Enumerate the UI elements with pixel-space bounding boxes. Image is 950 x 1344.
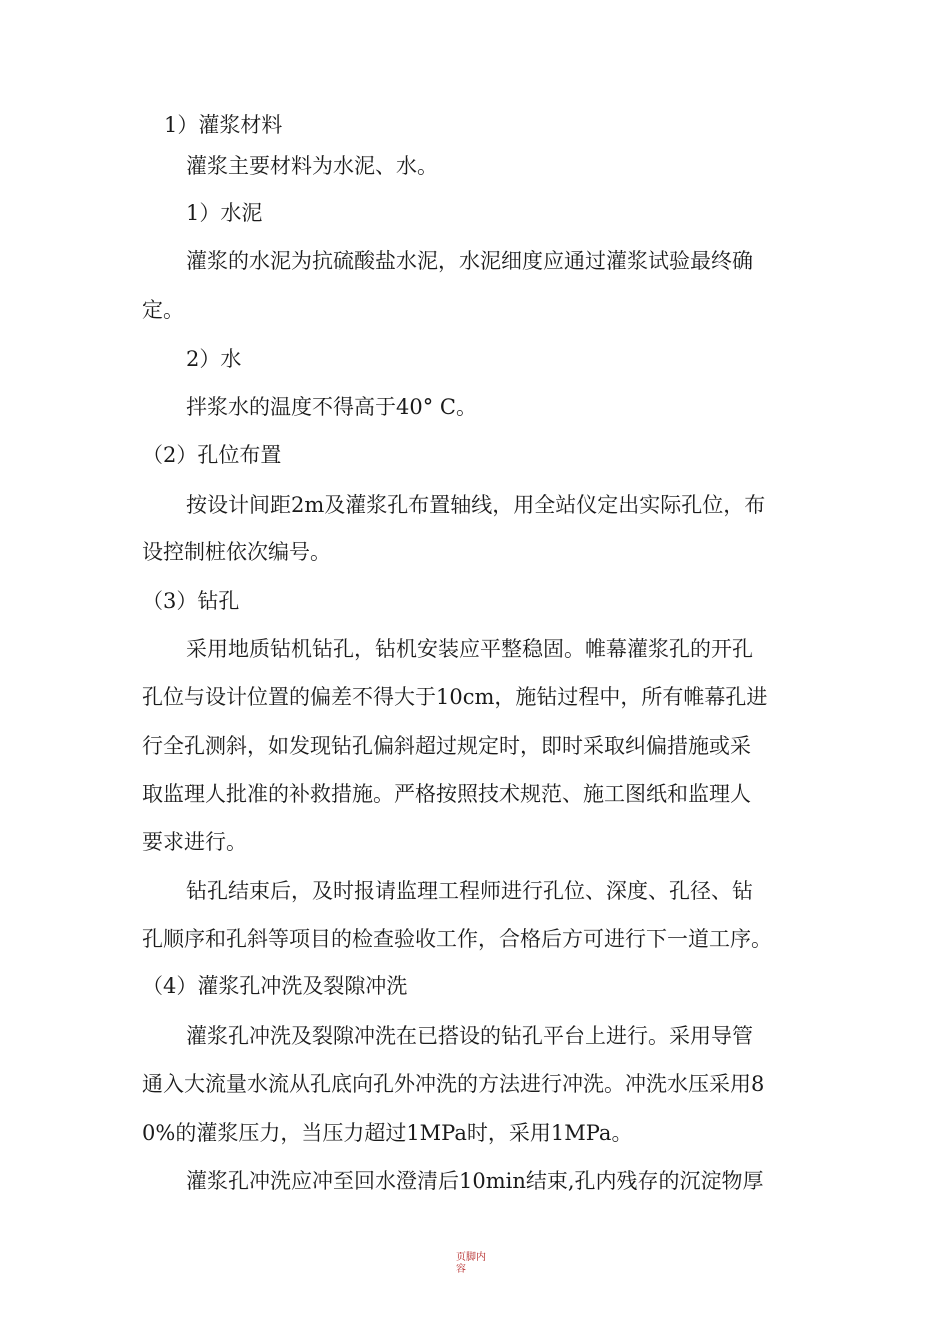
- paragraph: 拌浆水的温度不得高于40° C。: [186, 395, 477, 419]
- paragraph: 钻孔结束后，及时报请监理工程师进行孔位、深度、孔径、钻: [186, 879, 753, 903]
- footer-line: 容: [456, 1264, 466, 1275]
- paragraph: 按设计间距2m及灌浆孔布置轴线，用全站仪定出实际孔位，布: [186, 493, 766, 517]
- heading-hole-layout: （2）孔位布置: [142, 443, 282, 467]
- paragraph: 灌浆孔冲洗及裂隙冲洗在已搭设的钻孔平台上进行。采用导管: [186, 1024, 753, 1048]
- paragraph: 灌浆的水泥为抗硫酸盐水泥，水泥细度应通过灌浆试验最终确: [186, 249, 753, 273]
- paragraph-continuation: 孔顺序和孔斜等项目的检查验收工作，合格后方可进行下一道工序。: [142, 927, 772, 951]
- paragraph: 灌浆孔冲洗应冲至回水澄清后10min结束,孔内残存的沉淀物厚: [186, 1169, 764, 1193]
- paragraph-continuation: 孔位与设计位置的偏差不得大于10cm，施钻过程中，所有帷幕孔进: [142, 685, 768, 709]
- subheading-cement: 1）水泥: [186, 201, 263, 225]
- subheading-water: 2）水: [186, 347, 242, 371]
- paragraph-continuation: 要求进行。: [142, 830, 247, 854]
- footer-line: 页脚内: [456, 1252, 486, 1263]
- paragraph: 灌浆主要材料为水泥、水。: [186, 154, 438, 178]
- paragraph-continuation: 设控制桩依次编号。: [142, 540, 331, 564]
- heading-hole-flushing: （4）灌浆孔冲洗及裂隙冲洗: [142, 974, 408, 998]
- heading-grouting-materials: 1）灌浆材料: [164, 113, 283, 137]
- paragraph-continuation: 定。: [142, 298, 184, 322]
- paragraph-continuation: 0%的灌浆压力，当压力超过1MPa时，采用1MPa。: [142, 1121, 633, 1145]
- paragraph-continuation: 行全孔测斜，如发现钻孔偏斜超过规定时，即时采取纠偏措施或采: [142, 734, 751, 758]
- paragraph-continuation: 取监理人批准的补救措施。严格按照技术规范、施工图纸和监理人: [142, 782, 751, 806]
- paragraph: 采用地质钻机钻孔，钻机安装应平整稳固。帷幕灌浆孔的开孔: [186, 637, 753, 661]
- paragraph-continuation: 通入大流量水流从孔底向孔外冲洗的方法进行冲洗。冲洗水压采用8: [142, 1072, 765, 1096]
- page-footer: [456, 1252, 496, 1276]
- heading-drilling: （3）钻孔: [142, 589, 240, 613]
